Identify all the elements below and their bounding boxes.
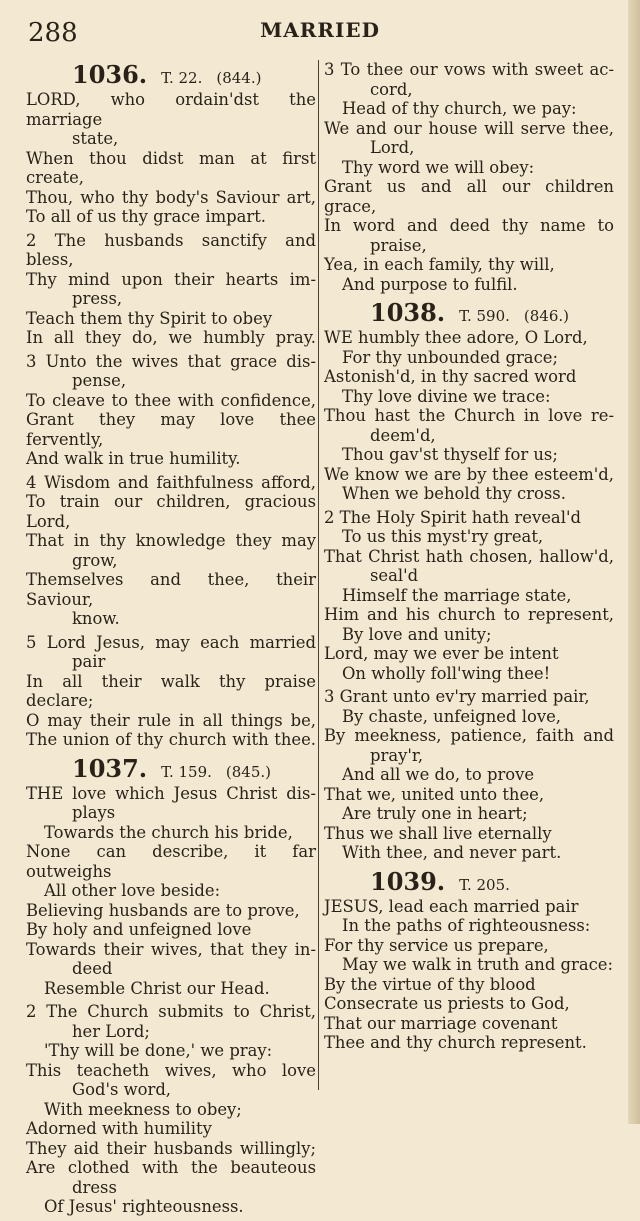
verse xyxy=(324,897,614,1053)
verse-line: Yea, in each family, thy will, xyxy=(324,255,555,274)
verse-line: grow, xyxy=(72,550,118,570)
verse-line: All other love beside: xyxy=(44,881,221,900)
verse-line: Thus we shall live eternally xyxy=(324,823,552,843)
verse xyxy=(26,352,316,469)
verse-line: 3 Unto the wives that grace dis- xyxy=(26,351,316,371)
verse-line: We and our house will serve thee, xyxy=(324,118,614,138)
verse-line: Resemble Christ our Head. xyxy=(44,978,270,998)
verse-line: God's word, xyxy=(72,1080,172,1099)
verse-line: deed xyxy=(72,959,113,978)
verse xyxy=(26,1002,316,1217)
verse-line: Towards their wives, that they in- xyxy=(26,939,316,959)
verse-line: 4 Wisdom and faithfulness afford, xyxy=(26,472,316,492)
verse-line: The union of thy church with thee. xyxy=(26,730,316,749)
verse-line: Astonish'd, in thy sacred word xyxy=(324,367,577,386)
hymn-heading xyxy=(324,867,614,897)
hymn-number: 1036. xyxy=(72,60,148,89)
verse-line: Thy mind upon their hearts im- xyxy=(26,269,316,289)
verse xyxy=(26,633,316,750)
verse-line: 5 Lord Jesus, may each married xyxy=(26,632,316,652)
hymn-number: 1039. xyxy=(370,866,446,896)
verse-line: praise, xyxy=(370,235,427,255)
verse-line: By love and unity; xyxy=(342,624,492,644)
verse-line: WE humbly thee adore, O Lord, xyxy=(324,328,588,347)
verse-line: cord, xyxy=(370,79,413,99)
verse-line: When thou didst man at first create, xyxy=(26,148,316,187)
verse-line: And purpose to fulfil. xyxy=(342,274,518,294)
verse-line: seal'd xyxy=(370,566,419,585)
verse-line: By chaste, unfeigned love, xyxy=(342,706,561,726)
hymn-reference: (844.) xyxy=(216,69,262,87)
verse-line: By holy and unfeigned love xyxy=(26,920,252,939)
verse-line: Grant they may love thee fervently, xyxy=(26,410,316,449)
verse-line: Thee and thy church represent. xyxy=(324,1033,587,1052)
verse-line: In all they do, we humbly pray. xyxy=(26,328,316,347)
verse-line: With thee, and never part. xyxy=(342,843,562,862)
verse-line: For thy unbounded grace; xyxy=(342,347,558,367)
verse-line: In all their walk thy praise declare; xyxy=(26,671,316,710)
hymn-heading xyxy=(324,298,614,328)
verse-line: Grant us and all our children grace, xyxy=(324,177,614,216)
verse-line: To all of us thy grace impart. xyxy=(26,207,267,226)
verse-line: For thy service us prepare, xyxy=(324,935,549,955)
verse-line: know. xyxy=(72,609,120,628)
verse-line: Of Jesus' righteousness. xyxy=(44,1197,244,1216)
page-number: 288 xyxy=(28,18,78,48)
verse xyxy=(324,687,614,863)
verse-line: Are truly one in heart; xyxy=(342,804,528,823)
verse-line: Thou hast the Church in love re- xyxy=(324,406,614,425)
tune-number: T. 590. xyxy=(459,307,510,325)
hymn-heading xyxy=(26,60,316,90)
right-column xyxy=(324,60,614,1057)
hymn-number: 1038. xyxy=(370,298,446,327)
verse-line: state, xyxy=(72,129,119,148)
verse-line: deem'd, xyxy=(370,425,436,445)
verse xyxy=(324,508,614,684)
verse-line: And walk in true humility. xyxy=(26,449,241,468)
verse-line: Consecrate us priests to God, xyxy=(324,994,570,1013)
verse-line: her Lord; xyxy=(72,1021,150,1041)
verse-line: THE love which Jesus Christ dis- xyxy=(26,783,316,803)
verse-line: None can describe, it far outweighs xyxy=(26,842,316,881)
hymn-number: 1037. xyxy=(72,753,148,783)
verse-line: In the paths of righteousness: xyxy=(342,916,591,935)
verse-line: Are clothed with the beauteous xyxy=(26,1158,316,1177)
verse-line: May we walk in truth and grace: xyxy=(342,955,614,974)
verse-line: Head of thy church, we pay: xyxy=(342,99,577,118)
verse-line: pray'r, xyxy=(370,745,424,765)
verse-line: When we behold thy cross. xyxy=(342,484,566,503)
verse-line: JESUS, lead each married pair xyxy=(324,896,579,916)
hymn-reference: (846.) xyxy=(523,307,570,325)
verse-line: 3 To thee our vows with sweet ac- xyxy=(324,60,614,79)
tune-number: T. 205. xyxy=(459,875,510,894)
tune-number: T. 159. xyxy=(161,762,212,781)
verse-line: To cleave to thee with confidence, xyxy=(26,390,316,410)
verse-line: That Christ hath chosen, hallow'd, xyxy=(324,546,614,566)
verse-line: On wholly foll'wing thee! xyxy=(342,663,551,683)
left-column xyxy=(26,60,316,1221)
hymn-reference: (845.) xyxy=(225,762,272,781)
verse-line: Teach them thy Spirit to obey xyxy=(26,308,273,328)
verse-line: That in thy knowledge they may xyxy=(26,531,316,550)
verse-line: By the virtue of thy blood xyxy=(324,974,536,994)
verse-line: That our marriage covenant xyxy=(324,1013,558,1033)
verse-line: By meekness, patience, faith and xyxy=(324,726,614,745)
verse-line: That we, united unto thee, xyxy=(324,784,545,804)
verse-line: With meekness to obey; xyxy=(44,1099,242,1119)
verse-line: 2 The husbands sanctify and bless, xyxy=(26,230,316,269)
verse-line: They aid their husbands willingly; xyxy=(26,1138,316,1158)
verse-line: Thou gav'st thyself for us; xyxy=(342,445,558,464)
verse-line: Him and his church to represent, xyxy=(324,605,614,624)
verse-line: Believing husbands are to prove, xyxy=(26,900,300,920)
verse-line: Thou, who thy body's Saviour art, xyxy=(26,187,316,207)
page-edge xyxy=(628,0,640,1124)
tune-number: T. 22. xyxy=(161,69,203,87)
verse-line: We know we are by thee esteem'd, xyxy=(324,464,614,484)
running-head: MARRIED xyxy=(260,18,380,42)
verse-line: Towards the church his bride, xyxy=(44,822,293,842)
verse xyxy=(324,60,614,294)
verse xyxy=(26,473,316,629)
verse xyxy=(26,90,316,227)
verse xyxy=(324,328,614,504)
verse-line: This teacheth wives, who love xyxy=(26,1060,316,1080)
verse-line: O may their rule in all things be, xyxy=(26,710,316,730)
verse-line: Lord, xyxy=(370,138,415,157)
verse-line: 'Thy will be done,' we pray: xyxy=(44,1041,273,1060)
verse-line: In word and deed thy name to xyxy=(324,216,614,235)
verse-line: Themselves and thee, their Saviour, xyxy=(26,570,316,609)
verse-line: Himself the marriage state, xyxy=(342,585,572,605)
column-divider xyxy=(318,60,319,1090)
verse-line: LORD, who ordain'dst the marriage xyxy=(26,90,316,129)
verse xyxy=(26,231,316,348)
verse-line: Lord, may we ever be intent xyxy=(324,644,559,663)
verse xyxy=(26,784,316,999)
hymn-heading xyxy=(26,754,316,784)
verse-line: Adorned with humility xyxy=(26,1119,212,1138)
verse-line: 3 Grant unto ev'ry married pair, xyxy=(324,687,590,706)
verse-line: press, xyxy=(72,289,123,308)
verse-line: plays xyxy=(72,803,116,822)
verse-line: To us this myst'ry great, xyxy=(342,527,544,546)
verse-line: pense, xyxy=(72,371,127,390)
verse-line: 2 The Holy Spirit hath reveal'd xyxy=(324,507,581,527)
verse-line: dress xyxy=(72,1177,117,1197)
verse-line: Thy love divine we trace: xyxy=(342,386,551,406)
verse-line: 2 The Church submits to Christ, xyxy=(26,1002,316,1021)
verse-line: And all we do, to prove xyxy=(342,765,535,784)
verse-line: Thy word we will obey: xyxy=(342,157,535,177)
verse-line: pair xyxy=(72,652,106,671)
verse-line: To train our children, gracious Lord, xyxy=(26,492,316,531)
